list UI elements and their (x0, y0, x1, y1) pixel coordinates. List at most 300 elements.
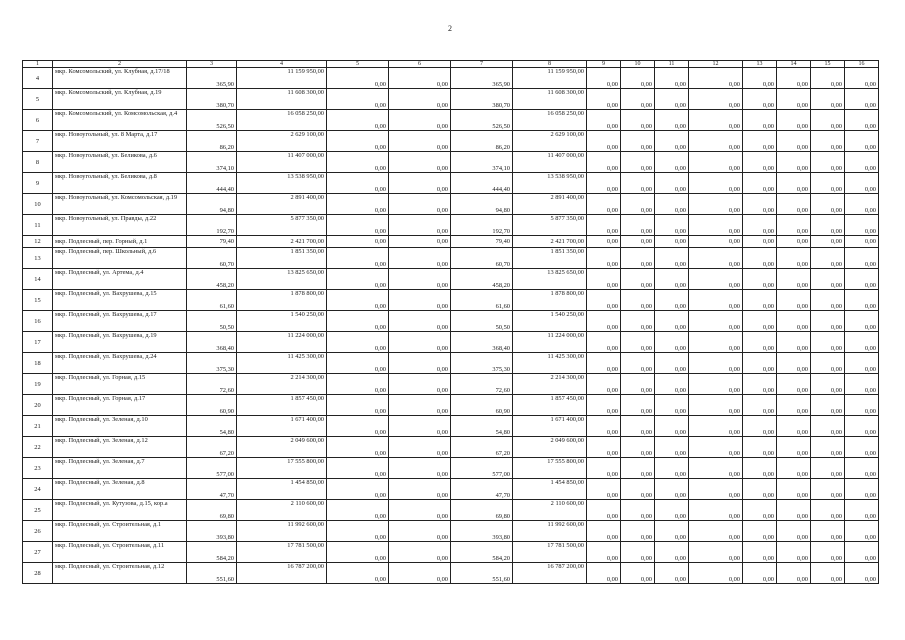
area-cell: 374,10 (187, 152, 237, 173)
value-cell: 0,00 (655, 521, 689, 542)
value-cell: 0,00 (587, 416, 621, 437)
area-cell: 72,60 (187, 374, 237, 395)
area-cell-7: 526,50 (451, 110, 513, 131)
value-cell: 0,00 (689, 89, 743, 110)
cost-cell-8: 17 555 800,00 (513, 458, 587, 479)
value-cell: 0,00 (327, 416, 389, 437)
value-cell: 0,00 (743, 236, 777, 248)
value-cell: 0,00 (389, 332, 451, 353)
value-cell: 0,00 (777, 248, 811, 269)
value-cell: 0,00 (655, 500, 689, 521)
value-cell: 0,00 (327, 110, 389, 131)
value-cell: 0,00 (389, 236, 451, 248)
value-cell: 0,00 (655, 194, 689, 215)
cost-cell: 2 421 700,00 (237, 236, 327, 248)
value-cell: 0,00 (743, 500, 777, 521)
value-cell: 0,00 (845, 311, 879, 332)
value-cell: 0,00 (811, 416, 845, 437)
address-cell: мкр. Подлесный, ул. Вахрушева, д.17 (53, 311, 187, 332)
cost-cell: 1 878 800,00 (237, 290, 327, 311)
cost-cell-8: 16 787 200,00 (513, 563, 587, 584)
cost-cell-8: 11 608 300,00 (513, 89, 587, 110)
value-cell: 0,00 (587, 131, 621, 152)
table-row (23, 215, 879, 236)
value-cell: 0,00 (655, 353, 689, 374)
value-cell: 0,00 (655, 152, 689, 173)
area-cell: 192,70 (187, 215, 237, 236)
table-row (23, 194, 879, 215)
value-cell: 0,00 (327, 479, 389, 500)
value-cell: 0,00 (777, 269, 811, 290)
value-cell: 0,00 (327, 173, 389, 194)
cost-cell: 2 049 600,00 (237, 437, 327, 458)
value-cell: 0,00 (389, 458, 451, 479)
value-cell: 0,00 (689, 236, 743, 248)
table-row (23, 437, 879, 458)
table-row (23, 152, 879, 173)
value-cell: 0,00 (743, 173, 777, 194)
cost-cell: 13 825 650,00 (237, 269, 327, 290)
value-cell: 0,00 (811, 89, 845, 110)
value-cell: 0,00 (389, 89, 451, 110)
row-number: 25 (23, 500, 53, 521)
value-cell: 0,00 (327, 437, 389, 458)
value-cell: 0,00 (777, 89, 811, 110)
cost-cell: 11 224 000,00 (237, 332, 327, 353)
value-cell: 0,00 (743, 89, 777, 110)
cost-cell-8: 2 891 400,00 (513, 194, 587, 215)
value-cell: 0,00 (777, 521, 811, 542)
value-cell: 0,00 (777, 332, 811, 353)
value-cell: 0,00 (743, 479, 777, 500)
value-cell: 0,00 (655, 131, 689, 152)
value-cell: 0,00 (587, 374, 621, 395)
value-cell: 0,00 (811, 500, 845, 521)
area-cell: 526,50 (187, 110, 237, 131)
value-cell: 0,00 (845, 290, 879, 311)
value-cell: 0,00 (811, 437, 845, 458)
area-cell-7: 67,20 (451, 437, 513, 458)
value-cell: 0,00 (587, 500, 621, 521)
column-number: 8 (513, 61, 587, 68)
row-number: 22 (23, 437, 53, 458)
table-row (23, 311, 879, 332)
row-number: 26 (23, 521, 53, 542)
value-cell: 0,00 (389, 311, 451, 332)
row-number: 19 (23, 374, 53, 395)
table-row (23, 89, 879, 110)
row-number: 21 (23, 416, 53, 437)
value-cell: 0,00 (587, 68, 621, 89)
area-cell-7: 60,70 (451, 248, 513, 269)
area-cell: 444,40 (187, 173, 237, 194)
value-cell: 0,00 (389, 215, 451, 236)
value-cell: 0,00 (621, 500, 655, 521)
value-cell: 0,00 (845, 521, 879, 542)
row-number: 10 (23, 194, 53, 215)
value-cell: 0,00 (777, 194, 811, 215)
value-cell: 0,00 (811, 215, 845, 236)
cost-cell-8: 1 671 400,00 (513, 416, 587, 437)
value-cell: 0,00 (621, 353, 655, 374)
value-cell: 0,00 (743, 458, 777, 479)
value-cell: 0,00 (327, 521, 389, 542)
value-cell: 0,00 (689, 269, 743, 290)
value-cell: 0,00 (689, 416, 743, 437)
value-cell: 0,00 (621, 290, 655, 311)
area-cell: 94,80 (187, 194, 237, 215)
value-cell: 0,00 (587, 332, 621, 353)
area-cell: 584,20 (187, 542, 237, 563)
table-row (23, 332, 879, 353)
value-cell: 0,00 (743, 542, 777, 563)
address-cell: мкр. Новоугольный, ул. Беликова, д.8 (53, 173, 187, 194)
value-cell: 0,00 (327, 269, 389, 290)
value-cell: 0,00 (845, 236, 879, 248)
area-cell-7: 393,80 (451, 521, 513, 542)
area-cell-7: 47,70 (451, 479, 513, 500)
row-number: 18 (23, 353, 53, 374)
area-cell: 67,20 (187, 437, 237, 458)
area-cell: 61,60 (187, 290, 237, 311)
value-cell: 0,00 (845, 542, 879, 563)
value-cell: 0,00 (327, 353, 389, 374)
table-row (23, 563, 879, 584)
column-number: 4 (237, 61, 327, 68)
area-cell: 47,70 (187, 479, 237, 500)
cost-cell: 11 407 000,00 (237, 152, 327, 173)
area-cell-7: 458,20 (451, 269, 513, 290)
row-number: 11 (23, 215, 53, 236)
value-cell: 0,00 (845, 374, 879, 395)
value-cell: 0,00 (811, 248, 845, 269)
value-cell: 0,00 (587, 236, 621, 248)
value-cell: 0,00 (389, 500, 451, 521)
area-cell: 393,80 (187, 521, 237, 542)
row-number: 28 (23, 563, 53, 584)
address-cell: мкр. Подлесный, ул. Зеленая, д.8 (53, 479, 187, 500)
value-cell: 0,00 (621, 479, 655, 500)
row-number: 4 (23, 68, 53, 89)
address-cell: мкр. Подлесный, ул. Кутузова, д.15, кор.а (53, 500, 187, 521)
value-cell: 0,00 (327, 542, 389, 563)
value-cell: 0,00 (777, 563, 811, 584)
table-row (23, 458, 879, 479)
value-cell: 0,00 (777, 479, 811, 500)
value-cell: 0,00 (655, 374, 689, 395)
value-cell: 0,00 (327, 395, 389, 416)
value-cell: 0,00 (327, 563, 389, 584)
area-cell-7: 368,40 (451, 332, 513, 353)
row-number: 7 (23, 131, 53, 152)
address-cell: мкр. Комсомольский, ул. Комсомольская, д.4 (53, 110, 187, 131)
value-cell: 0,00 (389, 131, 451, 152)
value-cell: 0,00 (689, 437, 743, 458)
value-cell: 0,00 (811, 131, 845, 152)
value-cell: 0,00 (689, 374, 743, 395)
area-cell-7: 577,00 (451, 458, 513, 479)
value-cell: 0,00 (655, 479, 689, 500)
value-cell: 0,00 (587, 152, 621, 173)
area-cell: 50,50 (187, 311, 237, 332)
value-cell: 0,00 (845, 269, 879, 290)
value-cell: 0,00 (621, 269, 655, 290)
value-cell: 0,00 (655, 416, 689, 437)
value-cell: 0,00 (327, 500, 389, 521)
value-cell: 0,00 (621, 332, 655, 353)
value-cell: 0,00 (845, 248, 879, 269)
address-cell: мкр. Подлесный, ул. Зеленая, д.7 (53, 458, 187, 479)
column-number: 10 (621, 61, 655, 68)
area-cell: 60,90 (187, 395, 237, 416)
area-cell-7: 69,80 (451, 500, 513, 521)
value-cell: 0,00 (327, 311, 389, 332)
value-cell: 0,00 (743, 521, 777, 542)
value-cell: 0,00 (777, 173, 811, 194)
area-cell: 458,20 (187, 269, 237, 290)
value-cell: 0,00 (655, 290, 689, 311)
area-cell: 368,40 (187, 332, 237, 353)
address-cell: мкр. Новоугольный, ул. Беликова, д.6 (53, 152, 187, 173)
value-cell: 0,00 (777, 395, 811, 416)
row-number: 14 (23, 269, 53, 290)
area-cell-7: 444,40 (451, 173, 513, 194)
table-row (23, 521, 879, 542)
value-cell: 0,00 (587, 89, 621, 110)
area-cell-7: 365,90 (451, 68, 513, 89)
value-cell: 0,00 (621, 215, 655, 236)
value-cell: 0,00 (621, 248, 655, 269)
value-cell: 0,00 (743, 152, 777, 173)
value-cell: 0,00 (389, 353, 451, 374)
value-cell: 0,00 (689, 542, 743, 563)
table-row (23, 131, 879, 152)
area-cell-7: 380,70 (451, 89, 513, 110)
value-cell: 0,00 (743, 332, 777, 353)
table-row (23, 374, 879, 395)
column-number: 11 (655, 61, 689, 68)
column-number: 6 (389, 61, 451, 68)
value-cell: 0,00 (743, 131, 777, 152)
area-cell: 365,90 (187, 68, 237, 89)
value-cell: 0,00 (587, 521, 621, 542)
value-cell: 0,00 (777, 542, 811, 563)
value-cell: 0,00 (389, 152, 451, 173)
value-cell: 0,00 (655, 332, 689, 353)
value-cell: 0,00 (621, 173, 655, 194)
value-cell: 0,00 (389, 395, 451, 416)
value-cell: 0,00 (689, 500, 743, 521)
value-cell: 0,00 (743, 416, 777, 437)
area-cell-7: 61,60 (451, 290, 513, 311)
cost-cell: 17 555 800,00 (237, 458, 327, 479)
cost-cell: 16 058 250,00 (237, 110, 327, 131)
value-cell: 0,00 (587, 542, 621, 563)
value-cell: 0,00 (689, 311, 743, 332)
value-cell: 0,00 (743, 68, 777, 89)
value-cell: 0,00 (689, 563, 743, 584)
address-cell: мкр. Подлесный, пер. Школьный, д.6 (53, 248, 187, 269)
address-cell: мкр. Новоугольный, ул. 8 Марта, д.17 (53, 131, 187, 152)
value-cell: 0,00 (743, 563, 777, 584)
value-cell: 0,00 (389, 521, 451, 542)
value-cell: 0,00 (587, 215, 621, 236)
column-number: 15 (811, 61, 845, 68)
value-cell: 0,00 (655, 89, 689, 110)
value-cell: 0,00 (621, 416, 655, 437)
row-number: 20 (23, 395, 53, 416)
value-cell: 0,00 (811, 458, 845, 479)
row-number: 9 (23, 173, 53, 194)
value-cell: 0,00 (389, 563, 451, 584)
value-cell: 0,00 (587, 269, 621, 290)
column-number: 5 (327, 61, 389, 68)
cost-cell: 1 857 450,00 (237, 395, 327, 416)
cost-cell: 2 110 600,00 (237, 500, 327, 521)
cost-cell: 13 538 950,00 (237, 173, 327, 194)
column-number: 2 (53, 61, 187, 68)
table-row (23, 110, 879, 131)
table-row (23, 416, 879, 437)
value-cell: 0,00 (689, 332, 743, 353)
area-cell-7: 375,30 (451, 353, 513, 374)
value-cell: 0,00 (743, 311, 777, 332)
cost-cell-8: 11 407 000,00 (513, 152, 587, 173)
cost-cell: 1 671 400,00 (237, 416, 327, 437)
cost-cell: 11 992 600,00 (237, 521, 327, 542)
value-cell: 0,00 (777, 152, 811, 173)
column-number: 14 (777, 61, 811, 68)
value-cell: 0,00 (811, 521, 845, 542)
value-cell: 0,00 (621, 437, 655, 458)
value-cell: 0,00 (811, 311, 845, 332)
value-cell: 0,00 (621, 131, 655, 152)
area-cell: 551,60 (187, 563, 237, 584)
page-number: 2 (448, 24, 452, 33)
value-cell: 0,00 (621, 236, 655, 248)
value-cell: 0,00 (743, 290, 777, 311)
area-cell-7: 192,70 (451, 215, 513, 236)
value-cell: 0,00 (777, 68, 811, 89)
value-cell: 0,00 (743, 194, 777, 215)
value-cell: 0,00 (845, 458, 879, 479)
area-cell: 380,70 (187, 89, 237, 110)
value-cell: 0,00 (655, 563, 689, 584)
value-cell: 0,00 (327, 248, 389, 269)
table-row (23, 290, 879, 311)
area-cell: 375,30 (187, 353, 237, 374)
value-cell: 0,00 (389, 68, 451, 89)
cost-cell-8: 16 058 250,00 (513, 110, 587, 131)
value-cell: 0,00 (689, 131, 743, 152)
table-row (23, 68, 879, 89)
value-cell: 0,00 (389, 173, 451, 194)
value-cell: 0,00 (811, 563, 845, 584)
address-cell: мкр. Комсомольский, ул. Клубная, д.19 (53, 89, 187, 110)
value-cell: 0,00 (621, 542, 655, 563)
value-cell: 0,00 (743, 248, 777, 269)
cost-cell-8: 1 878 800,00 (513, 290, 587, 311)
value-cell: 0,00 (845, 194, 879, 215)
address-cell: мкр. Подлесный, ул. Строительная, д.12 (53, 563, 187, 584)
value-cell: 0,00 (389, 290, 451, 311)
value-cell: 0,00 (689, 248, 743, 269)
row-number: 15 (23, 290, 53, 311)
value-cell: 0,00 (777, 500, 811, 521)
value-cell: 0,00 (811, 353, 845, 374)
cost-cell-8: 2 421 700,00 (513, 236, 587, 248)
area-cell-7: 94,80 (451, 194, 513, 215)
address-cell: мкр. Комсомольский, ул. Клубная, д.17/18 (53, 68, 187, 89)
table-row (23, 236, 879, 248)
value-cell: 0,00 (743, 374, 777, 395)
value-cell: 0,00 (327, 215, 389, 236)
cost-cell-8: 1 454 850,00 (513, 479, 587, 500)
value-cell: 0,00 (743, 395, 777, 416)
cost-cell: 11 159 950,00 (237, 68, 327, 89)
value-cell: 0,00 (621, 458, 655, 479)
cost-cell: 2 891 400,00 (237, 194, 327, 215)
address-cell: мкр. Подлесный, ул. Строительная, д.11 (53, 542, 187, 563)
value-cell: 0,00 (655, 236, 689, 248)
table-row (23, 542, 879, 563)
table-row (23, 353, 879, 374)
value-cell: 0,00 (621, 194, 655, 215)
area-cell: 60,70 (187, 248, 237, 269)
value-cell: 0,00 (327, 89, 389, 110)
value-cell: 0,00 (811, 290, 845, 311)
value-cell: 0,00 (327, 194, 389, 215)
cost-cell-8: 1 851 350,00 (513, 248, 587, 269)
area-cell-7: 86,20 (451, 131, 513, 152)
value-cell: 0,00 (655, 269, 689, 290)
cost-cell: 11 608 300,00 (237, 89, 327, 110)
area-cell-7: 60,90 (451, 395, 513, 416)
value-cell: 0,00 (845, 563, 879, 584)
value-cell: 0,00 (777, 131, 811, 152)
value-cell: 0,00 (327, 152, 389, 173)
cost-cell: 1 454 850,00 (237, 479, 327, 500)
address-cell: мкр. Подлесный, ул. Строительная, д.1 (53, 521, 187, 542)
value-cell: 0,00 (777, 353, 811, 374)
value-cell: 0,00 (587, 395, 621, 416)
value-cell: 0,00 (655, 437, 689, 458)
value-cell: 0,00 (811, 152, 845, 173)
value-cell: 0,00 (655, 542, 689, 563)
cost-cell: 11 425 300,00 (237, 353, 327, 374)
cost-cell-8: 11 224 000,00 (513, 332, 587, 353)
value-cell: 0,00 (327, 68, 389, 89)
value-cell: 0,00 (655, 458, 689, 479)
value-cell: 0,00 (845, 131, 879, 152)
value-cell: 0,00 (845, 152, 879, 173)
value-cell: 0,00 (811, 374, 845, 395)
value-cell: 0,00 (743, 110, 777, 131)
cost-cell-8: 11 159 950,00 (513, 68, 587, 89)
value-cell: 0,00 (811, 332, 845, 353)
table-row (23, 248, 879, 269)
value-cell: 0,00 (811, 395, 845, 416)
address-cell: мкр. Подлесный, ул. Горная, д.17 (53, 395, 187, 416)
cost-cell-8: 11 425 300,00 (513, 353, 587, 374)
value-cell: 0,00 (777, 236, 811, 248)
area-cell-7: 584,20 (451, 542, 513, 563)
value-cell: 0,00 (811, 173, 845, 194)
value-cell: 0,00 (587, 437, 621, 458)
value-cell: 0,00 (845, 416, 879, 437)
value-cell: 0,00 (811, 269, 845, 290)
value-cell: 0,00 (621, 521, 655, 542)
